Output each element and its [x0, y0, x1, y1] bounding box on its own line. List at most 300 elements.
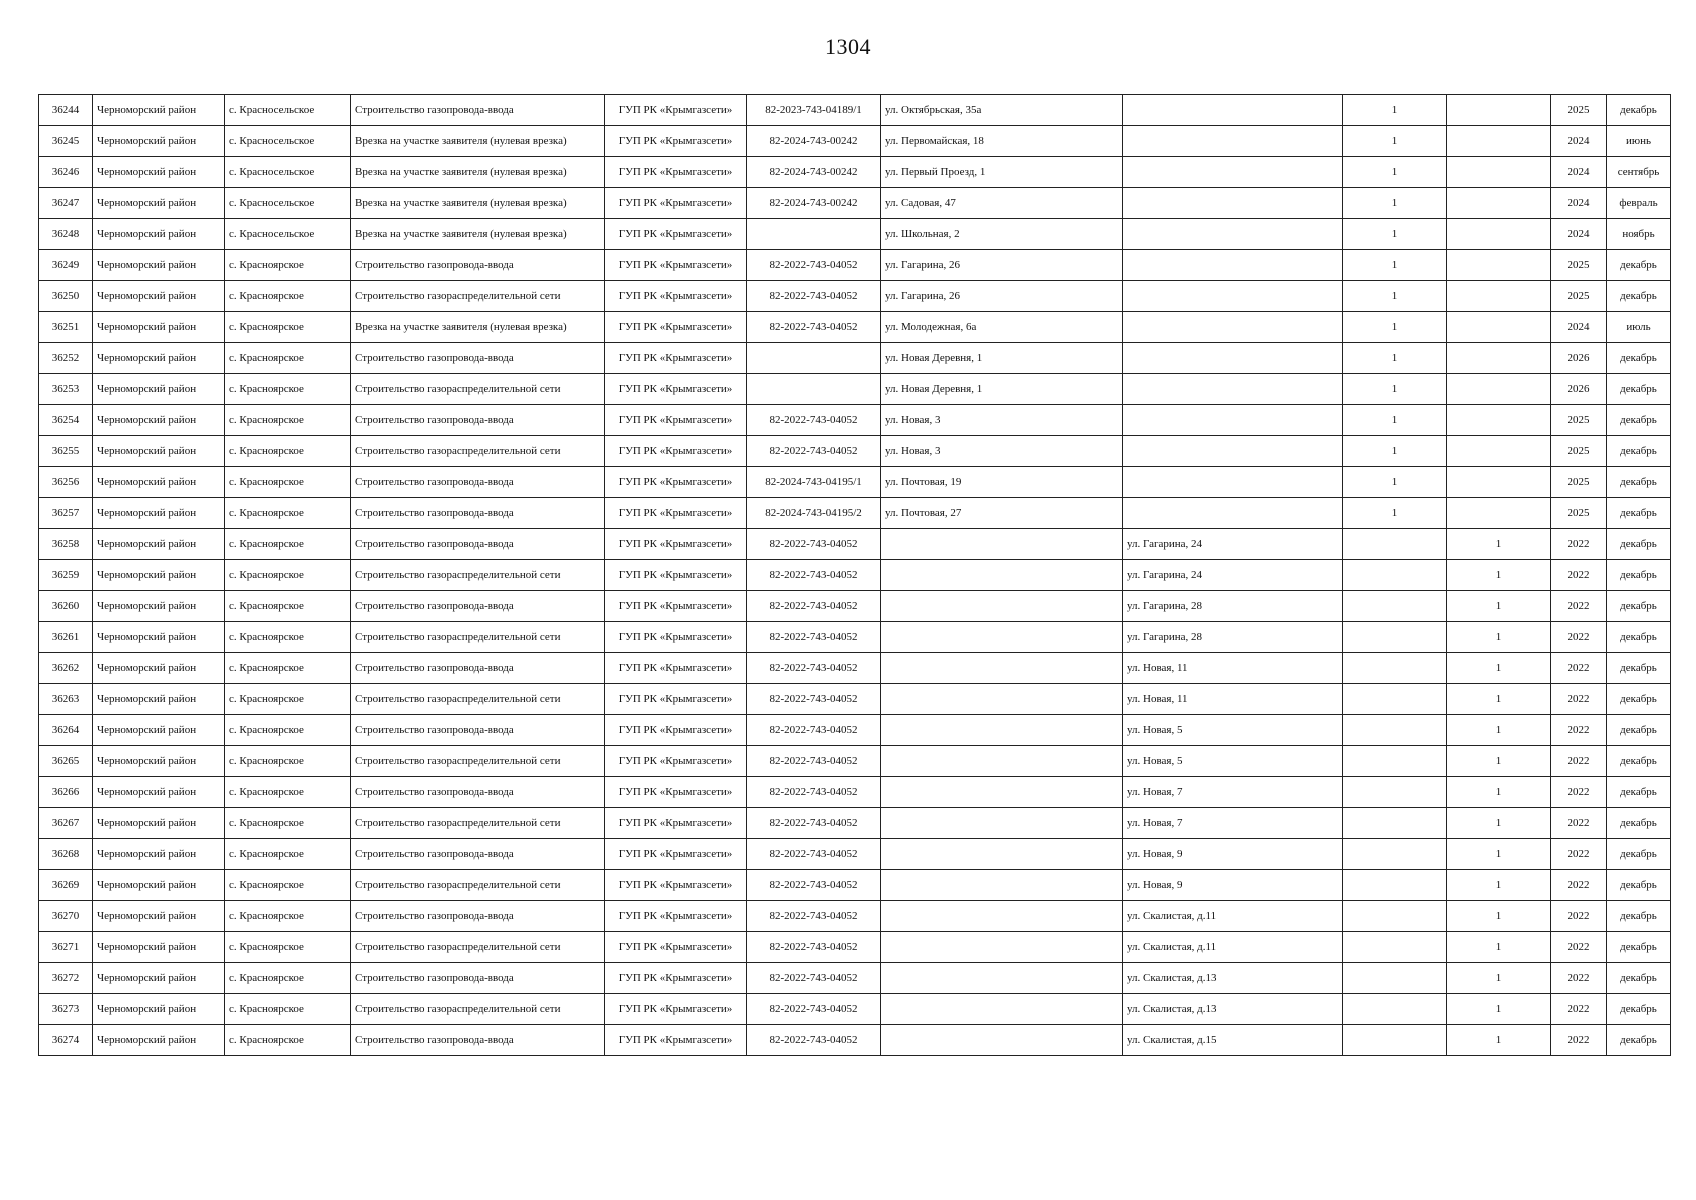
cell-qty-plan — [1343, 808, 1447, 839]
cell-qty-plan — [1343, 963, 1447, 994]
table-row — [39, 436, 1671, 467]
cell-owner: ГУП РК «Крымгазсети» — [605, 126, 747, 157]
table-row — [39, 312, 1671, 343]
cell-owner: ГУП РК «Крымгазсети» — [605, 963, 747, 994]
cell-year: 2024 — [1551, 157, 1607, 188]
cell-owner: ГУП РК «Крымгазсети» — [605, 560, 747, 591]
table-row — [39, 1025, 1671, 1056]
table-row — [39, 994, 1671, 1025]
cell-address-done: ул. Скалистая, д.15 — [1123, 1025, 1343, 1056]
table-row — [39, 405, 1671, 436]
cell-year: 2022 — [1551, 994, 1607, 1025]
cell-num: 36256 — [39, 467, 93, 498]
cell-settlement: с. Красноярское — [225, 374, 351, 405]
cell-num: 36251 — [39, 312, 93, 343]
cell-district: Черноморский район — [93, 436, 225, 467]
cell-district: Черноморский район — [93, 622, 225, 653]
cell-work: Строительство газопровода-ввода — [351, 467, 605, 498]
cell-settlement: с. Красноярское — [225, 932, 351, 963]
cell-permit: 82-2022-743-04052 — [747, 870, 881, 901]
cell-month: декабрь — [1607, 684, 1671, 715]
cell-year: 2022 — [1551, 560, 1607, 591]
cell-qty-done — [1447, 188, 1551, 219]
cell-qty-plan — [1343, 901, 1447, 932]
cell-settlement: с. Красноярское — [225, 870, 351, 901]
cell-address-done: ул. Гагарина, 28 — [1123, 622, 1343, 653]
cell-num: 36261 — [39, 622, 93, 653]
table-row — [39, 467, 1671, 498]
cell-settlement: с. Красноярское — [225, 1025, 351, 1056]
cell-settlement: с. Красноярское — [225, 591, 351, 622]
cell-qty-plan: 1 — [1343, 312, 1447, 343]
cell-owner: ГУП РК «Крымгазсети» — [605, 901, 747, 932]
cell-district: Черноморский район — [93, 250, 225, 281]
table-row — [39, 529, 1671, 560]
cell-qty-plan — [1343, 1025, 1447, 1056]
cell-work: Строительство газопровода-ввода — [351, 343, 605, 374]
cell-owner: ГУП РК «Крымгазсети» — [605, 95, 747, 126]
table-row — [39, 126, 1671, 157]
cell-month: декабрь — [1607, 994, 1671, 1025]
cell-work: Строительство газораспределительной сети — [351, 746, 605, 777]
cell-work: Строительство газопровода-ввода — [351, 839, 605, 870]
cell-address-plan: ул. Первомайская, 18 — [881, 126, 1123, 157]
cell-permit: 82-2022-743-04052 — [747, 963, 881, 994]
cell-address-plan: ул. Новая Деревня, 1 — [881, 343, 1123, 374]
cell-district: Черноморский район — [93, 684, 225, 715]
cell-address-done: ул. Новая, 11 — [1123, 653, 1343, 684]
cell-num: 36254 — [39, 405, 93, 436]
cell-qty-plan — [1343, 622, 1447, 653]
cell-year: 2022 — [1551, 901, 1607, 932]
cell-year: 2022 — [1551, 870, 1607, 901]
cell-qty-plan: 1 — [1343, 343, 1447, 374]
cell-month: декабрь — [1607, 250, 1671, 281]
cell-work: Строительство газораспределительной сети — [351, 281, 605, 312]
cell-month: декабрь — [1607, 436, 1671, 467]
cell-month: декабрь — [1607, 777, 1671, 808]
cell-district: Черноморский район — [93, 777, 225, 808]
cell-month: декабрь — [1607, 932, 1671, 963]
table-row — [39, 901, 1671, 932]
registry-rows — [39, 95, 1671, 1056]
cell-qty-done — [1447, 405, 1551, 436]
cell-address-done: ул. Гагарина, 28 — [1123, 591, 1343, 622]
cell-qty-done — [1447, 343, 1551, 374]
cell-address-plan: ул. Новая, 3 — [881, 405, 1123, 436]
cell-year: 2022 — [1551, 777, 1607, 808]
cell-settlement: с. Красносельское — [225, 95, 351, 126]
cell-qty-done: 1 — [1447, 560, 1551, 591]
cell-num: 36269 — [39, 870, 93, 901]
cell-district: Черноморский район — [93, 808, 225, 839]
cell-work: Строительство газораспределительной сети — [351, 808, 605, 839]
cell-district: Черноморский район — [93, 932, 225, 963]
cell-qty-done: 1 — [1447, 994, 1551, 1025]
table-row — [39, 498, 1671, 529]
cell-qty-plan — [1343, 777, 1447, 808]
cell-permit: 82-2022-743-04052 — [747, 312, 881, 343]
cell-address-plan: ул. Молодежная, 6а — [881, 312, 1123, 343]
cell-work: Врезка на участке заявителя (нулевая врезка) — [351, 126, 605, 157]
cell-district: Черноморский район — [93, 219, 225, 250]
cell-num: 36265 — [39, 746, 93, 777]
cell-settlement: с. Красноярское — [225, 529, 351, 560]
cell-permit: 82-2022-743-04052 — [747, 560, 881, 591]
cell-work: Строительство газопровода-ввода — [351, 95, 605, 126]
cell-year: 2026 — [1551, 374, 1607, 405]
cell-owner: ГУП РК «Крымгазсети» — [605, 188, 747, 219]
cell-num: 36257 — [39, 498, 93, 529]
cell-qty-done — [1447, 467, 1551, 498]
cell-year: 2022 — [1551, 529, 1607, 560]
cell-permit: 82-2024-743-00242 — [747, 188, 881, 219]
cell-qty-plan: 1 — [1343, 498, 1447, 529]
cell-num: 36250 — [39, 281, 93, 312]
cell-qty-done: 1 — [1447, 932, 1551, 963]
cell-year: 2025 — [1551, 405, 1607, 436]
cell-address-done — [1123, 436, 1343, 467]
cell-work: Строительство газопровода-ввода — [351, 405, 605, 436]
cell-month: декабрь — [1607, 374, 1671, 405]
cell-month: декабрь — [1607, 343, 1671, 374]
cell-month: декабрь — [1607, 746, 1671, 777]
cell-settlement: с. Красноярское — [225, 684, 351, 715]
cell-address-plan: ул. Новая Деревня, 1 — [881, 374, 1123, 405]
cell-work: Строительство газораспределительной сети — [351, 374, 605, 405]
cell-owner: ГУП РК «Крымгазсети» — [605, 436, 747, 467]
cell-num: 36267 — [39, 808, 93, 839]
cell-month: июнь — [1607, 126, 1671, 157]
cell-address-done: ул. Скалистая, д.13 — [1123, 963, 1343, 994]
table-row — [39, 374, 1671, 405]
cell-work: Врезка на участке заявителя (нулевая врезка) — [351, 188, 605, 219]
cell-qty-plan: 1 — [1343, 405, 1447, 436]
cell-year: 2024 — [1551, 312, 1607, 343]
cell-month: декабрь — [1607, 281, 1671, 312]
cell-permit: 82-2022-743-04052 — [747, 901, 881, 932]
cell-permit: 82-2022-743-04052 — [747, 932, 881, 963]
cell-permit: 82-2022-743-04052 — [747, 839, 881, 870]
registry-table — [38, 94, 1671, 1056]
table-row — [39, 653, 1671, 684]
cell-qty-done — [1447, 157, 1551, 188]
cell-qty-done: 1 — [1447, 653, 1551, 684]
cell-num: 36246 — [39, 157, 93, 188]
cell-qty-plan: 1 — [1343, 467, 1447, 498]
cell-work: Строительство газопровода-ввода — [351, 777, 605, 808]
cell-month: декабрь — [1607, 839, 1671, 870]
cell-address-done: ул. Гагарина, 24 — [1123, 560, 1343, 591]
table-row — [39, 219, 1671, 250]
cell-address-plan — [881, 901, 1123, 932]
cell-work: Строительство газопровода-ввода — [351, 715, 605, 746]
cell-address-plan — [881, 839, 1123, 870]
cell-address-done — [1123, 250, 1343, 281]
cell-year: 2022 — [1551, 808, 1607, 839]
cell-address-done — [1123, 312, 1343, 343]
cell-qty-done — [1447, 374, 1551, 405]
cell-owner: ГУП РК «Крымгазсети» — [605, 808, 747, 839]
cell-settlement: с. Красносельское — [225, 219, 351, 250]
cell-qty-plan: 1 — [1343, 219, 1447, 250]
cell-owner: ГУП РК «Крымгазсети» — [605, 932, 747, 963]
cell-qty-plan — [1343, 684, 1447, 715]
cell-work: Строительство газопровода-ввода — [351, 591, 605, 622]
cell-month: декабрь — [1607, 95, 1671, 126]
cell-district: Черноморский район — [93, 839, 225, 870]
cell-settlement: с. Красноярское — [225, 653, 351, 684]
cell-district: Черноморский район — [93, 95, 225, 126]
cell-settlement: с. Красносельское — [225, 188, 351, 219]
cell-work: Строительство газопровода-ввода — [351, 963, 605, 994]
table-row — [39, 963, 1671, 994]
cell-work: Строительство газораспределительной сети — [351, 560, 605, 591]
table-row — [39, 746, 1671, 777]
cell-num: 36264 — [39, 715, 93, 746]
cell-permit: 82-2022-743-04052 — [747, 653, 881, 684]
cell-year: 2022 — [1551, 591, 1607, 622]
table-row — [39, 591, 1671, 622]
cell-district: Черноморский район — [93, 467, 225, 498]
cell-district: Черноморский район — [93, 715, 225, 746]
cell-address-done — [1123, 405, 1343, 436]
cell-owner: ГУП РК «Крымгазсети» — [605, 498, 747, 529]
cell-district: Черноморский район — [93, 901, 225, 932]
cell-month: декабрь — [1607, 529, 1671, 560]
cell-settlement: с. Красносельское — [225, 126, 351, 157]
cell-qty-done — [1447, 219, 1551, 250]
cell-qty-plan — [1343, 746, 1447, 777]
cell-num: 36272 — [39, 963, 93, 994]
cell-qty-done — [1447, 281, 1551, 312]
cell-settlement: с. Красноярское — [225, 560, 351, 591]
cell-settlement: с. Красноярское — [225, 777, 351, 808]
cell-qty-plan — [1343, 591, 1447, 622]
cell-qty-plan — [1343, 529, 1447, 560]
cell-num: 36273 — [39, 994, 93, 1025]
cell-permit: 82-2022-743-04052 — [747, 436, 881, 467]
cell-district: Черноморский район — [93, 374, 225, 405]
cell-year: 2022 — [1551, 715, 1607, 746]
cell-qty-plan: 1 — [1343, 126, 1447, 157]
cell-num: 36248 — [39, 219, 93, 250]
cell-address-plan — [881, 808, 1123, 839]
cell-district: Черноморский район — [93, 994, 225, 1025]
cell-num: 36274 — [39, 1025, 93, 1056]
cell-settlement: с. Красноярское — [225, 467, 351, 498]
cell-month: декабрь — [1607, 653, 1671, 684]
cell-work: Строительство газопровода-ввода — [351, 498, 605, 529]
table-row — [39, 622, 1671, 653]
cell-qty-done: 1 — [1447, 715, 1551, 746]
cell-address-done: ул. Скалистая, д.11 — [1123, 901, 1343, 932]
cell-permit: 82-2022-743-04052 — [747, 746, 881, 777]
cell-year: 2025 — [1551, 467, 1607, 498]
cell-address-done: ул. Новая, 7 — [1123, 777, 1343, 808]
cell-settlement: с. Красноярское — [225, 746, 351, 777]
cell-num: 36252 — [39, 343, 93, 374]
cell-month: декабрь — [1607, 622, 1671, 653]
cell-district: Черноморский район — [93, 746, 225, 777]
cell-address-plan: ул. Почтовая, 27 — [881, 498, 1123, 529]
table-row — [39, 188, 1671, 219]
cell-qty-done — [1447, 126, 1551, 157]
cell-owner: ГУП РК «Крымгазсети» — [605, 994, 747, 1025]
cell-qty-done — [1447, 95, 1551, 126]
cell-owner: ГУП РК «Крымгазсети» — [605, 715, 747, 746]
cell-owner: ГУП РК «Крымгазсети» — [605, 777, 747, 808]
cell-permit: 82-2022-743-04052 — [747, 684, 881, 715]
cell-permit: 82-2022-743-04052 — [747, 405, 881, 436]
cell-month: декабрь — [1607, 591, 1671, 622]
cell-district: Черноморский район — [93, 963, 225, 994]
cell-address-plan: ул. Садовая, 47 — [881, 188, 1123, 219]
cell-year: 2022 — [1551, 622, 1607, 653]
cell-owner: ГУП РК «Крымгазсети» — [605, 870, 747, 901]
cell-month: декабрь — [1607, 963, 1671, 994]
table-row — [39, 281, 1671, 312]
cell-qty-plan: 1 — [1343, 436, 1447, 467]
cell-permit: 82-2022-743-04052 — [747, 1025, 881, 1056]
cell-settlement: с. Красноярское — [225, 281, 351, 312]
cell-num: 36271 — [39, 932, 93, 963]
cell-owner: ГУП РК «Крымгазсети» — [605, 312, 747, 343]
cell-district: Черноморский район — [93, 343, 225, 374]
cell-address-plan: ул. Школьная, 2 — [881, 219, 1123, 250]
cell-qty-plan: 1 — [1343, 281, 1447, 312]
cell-year: 2025 — [1551, 498, 1607, 529]
cell-qty-done: 1 — [1447, 808, 1551, 839]
cell-address-done — [1123, 188, 1343, 219]
cell-address-plan: ул. Первый Проезд, 1 — [881, 157, 1123, 188]
cell-owner: ГУП РК «Крымгазсети» — [605, 529, 747, 560]
cell-work: Строительство газопровода-ввода — [351, 529, 605, 560]
cell-district: Черноморский район — [93, 126, 225, 157]
cell-district: Черноморский район — [93, 529, 225, 560]
cell-address-plan — [881, 560, 1123, 591]
cell-work: Строительство газораспределительной сети — [351, 870, 605, 901]
cell-work: Строительство газораспределительной сети — [351, 684, 605, 715]
cell-qty-plan — [1343, 839, 1447, 870]
cell-year: 2025 — [1551, 436, 1607, 467]
cell-permit: 82-2024-743-00242 — [747, 126, 881, 157]
cell-owner: ГУП РК «Крымгазсети» — [605, 219, 747, 250]
cell-year: 2022 — [1551, 1025, 1607, 1056]
cell-qty-done — [1447, 436, 1551, 467]
cell-num: 36255 — [39, 436, 93, 467]
cell-work: Врезка на участке заявителя (нулевая врезка) — [351, 157, 605, 188]
cell-year: 2024 — [1551, 126, 1607, 157]
cell-district: Черноморский район — [93, 1025, 225, 1056]
cell-address-done — [1123, 374, 1343, 405]
table-row — [39, 808, 1671, 839]
cell-address-done — [1123, 219, 1343, 250]
cell-qty-done: 1 — [1447, 963, 1551, 994]
cell-settlement: с. Красноярское — [225, 343, 351, 374]
cell-permit: 82-2022-743-04052 — [747, 529, 881, 560]
cell-address-plan — [881, 1025, 1123, 1056]
table-row — [39, 932, 1671, 963]
cell-work: Строительство газораспределительной сети — [351, 994, 605, 1025]
table-row — [39, 839, 1671, 870]
cell-settlement: с. Красноярское — [225, 901, 351, 932]
cell-num: 36263 — [39, 684, 93, 715]
cell-month: декабрь — [1607, 808, 1671, 839]
cell-permit: 82-2024-743-04195/1 — [747, 467, 881, 498]
page-number: 1304 — [825, 34, 871, 59]
cell-settlement: с. Красноярское — [225, 498, 351, 529]
cell-district: Черноморский район — [93, 653, 225, 684]
cell-qty-done: 1 — [1447, 622, 1551, 653]
cell-address-done — [1123, 498, 1343, 529]
cell-address-plan — [881, 994, 1123, 1025]
cell-qty-done — [1447, 312, 1551, 343]
cell-year: 2024 — [1551, 219, 1607, 250]
cell-qty-plan — [1343, 870, 1447, 901]
cell-address-plan — [881, 746, 1123, 777]
cell-address-done: ул. Скалистая, д.11 — [1123, 932, 1343, 963]
cell-address-plan — [881, 684, 1123, 715]
cell-year: 2022 — [1551, 839, 1607, 870]
cell-address-plan — [881, 963, 1123, 994]
cell-permit: 82-2022-743-04052 — [747, 777, 881, 808]
cell-owner: ГУП РК «Крымгазсети» — [605, 250, 747, 281]
cell-qty-done: 1 — [1447, 839, 1551, 870]
cell-owner: ГУП РК «Крымгазсети» — [605, 281, 747, 312]
cell-year: 2025 — [1551, 281, 1607, 312]
cell-month: декабрь — [1607, 1025, 1671, 1056]
cell-settlement: с. Красноярское — [225, 436, 351, 467]
cell-num: 36258 — [39, 529, 93, 560]
cell-num: 36266 — [39, 777, 93, 808]
cell-month: декабрь — [1607, 405, 1671, 436]
cell-permit: 82-2022-743-04052 — [747, 808, 881, 839]
cell-address-plan: ул. Почтовая, 19 — [881, 467, 1123, 498]
cell-owner: ГУП РК «Крымгазсети» — [605, 343, 747, 374]
table-row — [39, 250, 1671, 281]
cell-permit: 82-2022-743-04052 — [747, 715, 881, 746]
cell-district: Черноморский район — [93, 281, 225, 312]
cell-work: Строительство газопровода-ввода — [351, 901, 605, 932]
cell-qty-plan: 1 — [1343, 157, 1447, 188]
cell-address-plan — [881, 622, 1123, 653]
cell-owner: ГУП РК «Крымгазсети» — [605, 374, 747, 405]
cell-num: 36260 — [39, 591, 93, 622]
cell-settlement: с. Красноярское — [225, 312, 351, 343]
cell-qty-plan: 1 — [1343, 374, 1447, 405]
cell-qty-done: 1 — [1447, 901, 1551, 932]
cell-address-plan — [881, 932, 1123, 963]
cell-district: Черноморский район — [93, 870, 225, 901]
cell-permit: 82-2024-743-00242 — [747, 157, 881, 188]
cell-address-done — [1123, 95, 1343, 126]
cell-settlement: с. Красноярское — [225, 715, 351, 746]
cell-address-plan: ул. Новая, 3 — [881, 436, 1123, 467]
cell-month: ноябрь — [1607, 219, 1671, 250]
cell-owner: ГУП РК «Крымгазсети» — [605, 467, 747, 498]
cell-owner: ГУП РК «Крымгазсети» — [605, 684, 747, 715]
cell-settlement: с. Красноярское — [225, 405, 351, 436]
cell-year: 2022 — [1551, 653, 1607, 684]
cell-address-done — [1123, 467, 1343, 498]
table-row — [39, 870, 1671, 901]
cell-settlement: с. Красноярское — [225, 994, 351, 1025]
cell-district: Черноморский район — [93, 591, 225, 622]
table-row — [39, 157, 1671, 188]
cell-district: Черноморский район — [93, 157, 225, 188]
cell-address-plan — [881, 777, 1123, 808]
